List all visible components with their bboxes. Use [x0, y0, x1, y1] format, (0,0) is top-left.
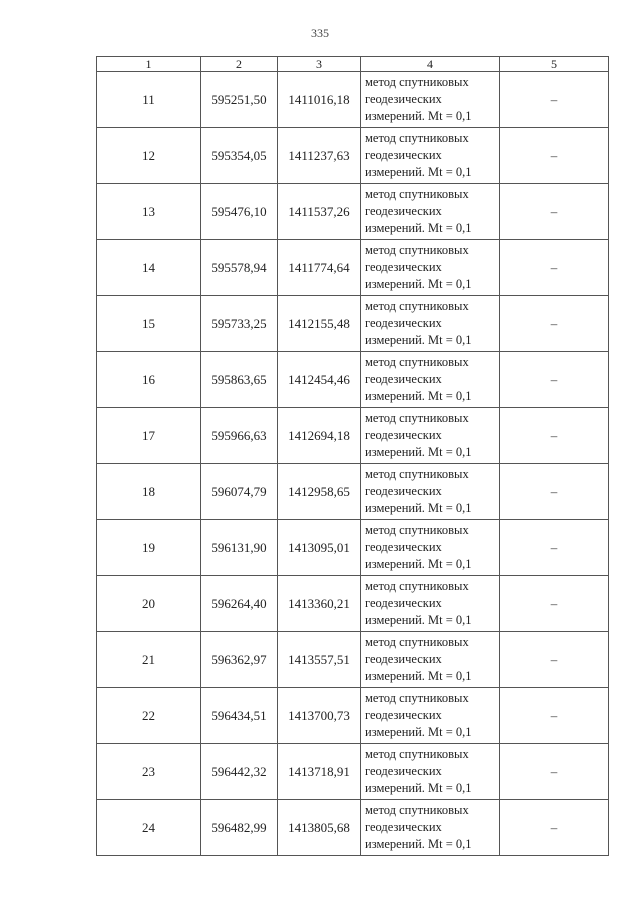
header-row — [97, 57, 609, 72]
point-number-cell: 17 — [97, 408, 201, 464]
note-cell: – — [500, 632, 609, 688]
point-number-cell: 21 — [97, 632, 201, 688]
method-cell: метод спутниковых геодезических измерений. Mt = 0,1 — [361, 800, 500, 856]
table-row — [97, 520, 609, 576]
y-coordinate-cell: 1413360,21 — [278, 576, 361, 632]
point-number-cell: 16 — [97, 352, 201, 408]
table-row — [97, 240, 609, 296]
x-coordinate-cell: 596434,51 — [201, 688, 278, 744]
x-coordinate-cell: 595966,63 — [201, 408, 278, 464]
table-row — [97, 352, 609, 408]
note-cell: – — [500, 744, 609, 800]
x-coordinate-cell: 596264,40 — [201, 576, 278, 632]
table-row — [97, 128, 609, 184]
coordinates-table — [96, 56, 609, 856]
method-cell: метод спутниковых геодезических измерений. Mt = 0,1 — [361, 688, 500, 744]
point-number-cell: 14 — [97, 240, 201, 296]
point-number-cell: 22 — [97, 688, 201, 744]
table-row — [97, 576, 609, 632]
note-cell: – — [500, 688, 609, 744]
table-row — [97, 184, 609, 240]
note-cell: – — [500, 72, 609, 128]
note-cell: – — [500, 464, 609, 520]
point-number-cell: 24 — [97, 800, 201, 856]
point-number-cell: 23 — [97, 744, 201, 800]
method-cell: метод спутниковых геодезических измерений. Mt = 0,1 — [361, 240, 500, 296]
method-cell: метод спутниковых геодезических измерений. Mt = 0,1 — [361, 128, 500, 184]
note-cell: – — [500, 128, 609, 184]
table-row — [97, 408, 609, 464]
method-cell: метод спутниковых геодезических измерений. Mt = 0,1 — [361, 352, 500, 408]
x-coordinate-cell: 595476,10 — [201, 184, 278, 240]
x-coordinate-cell: 596362,97 — [201, 632, 278, 688]
point-number-cell: 19 — [97, 520, 201, 576]
column-header: 4 — [361, 57, 500, 72]
y-coordinate-cell: 1413805,68 — [278, 800, 361, 856]
note-cell: – — [500, 184, 609, 240]
x-coordinate-cell: 595251,50 — [201, 72, 278, 128]
point-number-cell: 18 — [97, 464, 201, 520]
table-row — [97, 296, 609, 352]
y-coordinate-cell: 1413557,51 — [278, 632, 361, 688]
y-coordinate-cell: 1412694,18 — [278, 408, 361, 464]
point-number-cell: 12 — [97, 128, 201, 184]
column-header: 3 — [278, 57, 361, 72]
y-coordinate-cell: 1413700,73 — [278, 688, 361, 744]
method-cell: метод спутниковых геодезических измерений. Mt = 0,1 — [361, 632, 500, 688]
y-coordinate-cell: 1411237,63 — [278, 128, 361, 184]
note-cell: – — [500, 352, 609, 408]
x-coordinate-cell: 596131,90 — [201, 520, 278, 576]
point-number-cell: 13 — [97, 184, 201, 240]
column-header: 5 — [500, 57, 609, 72]
method-cell: метод спутниковых геодезических измерений. Mt = 0,1 — [361, 464, 500, 520]
y-coordinate-cell: 1413095,01 — [278, 520, 361, 576]
y-coordinate-cell: 1412155,48 — [278, 296, 361, 352]
method-cell: метод спутниковых геодезических измерений. Mt = 0,1 — [361, 408, 500, 464]
x-coordinate-cell: 595354,05 — [201, 128, 278, 184]
table-row — [97, 800, 609, 856]
note-cell: – — [500, 520, 609, 576]
note-cell: – — [500, 408, 609, 464]
table-row — [97, 744, 609, 800]
table-body — [97, 72, 609, 856]
note-cell: – — [500, 576, 609, 632]
note-cell: – — [500, 240, 609, 296]
y-coordinate-cell: 1411537,26 — [278, 184, 361, 240]
table-row — [97, 464, 609, 520]
method-cell: метод спутниковых геодезических измерений. Mt = 0,1 — [361, 184, 500, 240]
x-coordinate-cell: 595578,94 — [201, 240, 278, 296]
x-coordinate-cell: 596482,99 — [201, 800, 278, 856]
method-cell: метод спутниковых геодезических измерений. Mt = 0,1 — [361, 744, 500, 800]
table-row — [97, 72, 609, 128]
table-row — [97, 688, 609, 744]
x-coordinate-cell: 596442,32 — [201, 744, 278, 800]
point-number-cell: 20 — [97, 576, 201, 632]
x-coordinate-cell: 595733,25 — [201, 296, 278, 352]
method-cell: метод спутниковых геодезических измерений. Mt = 0,1 — [361, 576, 500, 632]
note-cell: – — [500, 296, 609, 352]
method-cell: метод спутниковых геодезических измерений. Mt = 0,1 — [361, 296, 500, 352]
y-coordinate-cell: 1412454,46 — [278, 352, 361, 408]
point-number-cell: 15 — [97, 296, 201, 352]
table-header — [97, 57, 609, 72]
table-row — [97, 632, 609, 688]
method-cell: метод спутниковых геодезических измерений. Mt = 0,1 — [361, 520, 500, 576]
y-coordinate-cell: 1411774,64 — [278, 240, 361, 296]
y-coordinate-cell: 1413718,91 — [278, 744, 361, 800]
point-number-cell: 11 — [97, 72, 201, 128]
y-coordinate-cell: 1412958,65 — [278, 464, 361, 520]
x-coordinate-cell: 595863,65 — [201, 352, 278, 408]
note-cell: – — [500, 800, 609, 856]
column-header: 2 — [201, 57, 278, 72]
column-header: 1 — [97, 57, 201, 72]
page-number: 335 — [311, 26, 329, 40]
method-cell: метод спутниковых геодезических измерений. Mt = 0,1 — [361, 72, 500, 128]
x-coordinate-cell: 596074,79 — [201, 464, 278, 520]
y-coordinate-cell: 1411016,18 — [278, 72, 361, 128]
